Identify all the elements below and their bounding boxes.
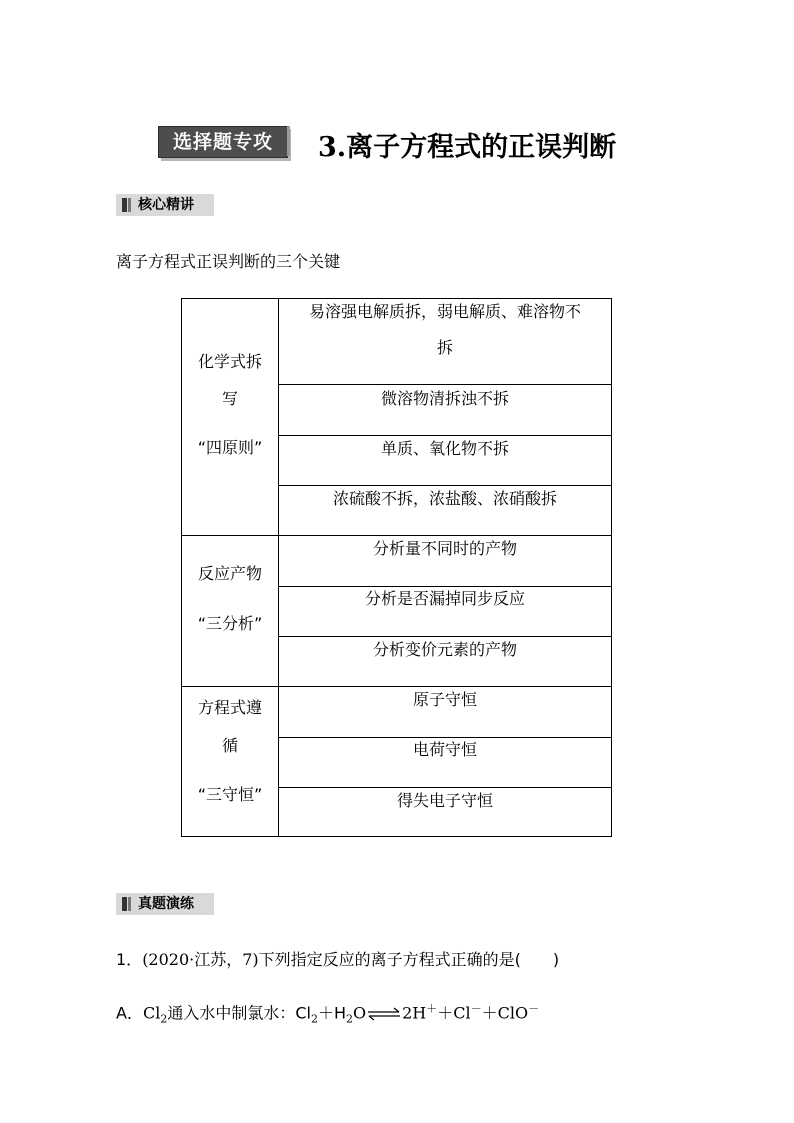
option-letter: A．: [116, 1003, 143, 1023]
group-label: “三分析”: [197, 614, 263, 633]
section-marker-icon: [122, 897, 127, 911]
formula-part: 通入水中制氯水：Cl: [167, 1003, 311, 1023]
question-source: (2020·江苏，7): [142, 950, 259, 969]
formula-sup: －: [470, 1002, 482, 1015]
formula-sub: 2: [160, 1012, 168, 1026]
formula-part: ＋ClO: [481, 1003, 529, 1023]
rule-cell: 浓硫酸不拆，浓盐酸、浓硝酸拆: [332, 489, 557, 508]
group-label: “三守恒”: [197, 785, 263, 804]
rule-cell: 微溶物清拆浊不拆: [380, 389, 509, 408]
rule-cell: 拆: [436, 338, 453, 357]
formula-part: Cl: [142, 1003, 161, 1023]
formula-sub: 2: [345, 1012, 353, 1026]
formula-sup: ＋: [426, 1002, 438, 1015]
section-marker-icon: [122, 198, 127, 212]
rule-cell: 分析量不同时的产物: [372, 539, 517, 558]
question-stem: [116, 948, 559, 972]
rule-cell: 原子守恒: [412, 690, 477, 709]
group-label: 写: [221, 389, 238, 408]
section-header-practice: [116, 893, 214, 915]
rule-cell: 分析是否漏掉同步反应: [364, 589, 525, 608]
section-marker-icon: [128, 198, 131, 212]
reversible-arrow-icon: [366, 1007, 402, 1021]
section-label: 核心精讲: [138, 197, 194, 213]
section-label: 真题演练: [138, 896, 194, 912]
rule-cell: 分析变价元素的产物: [372, 640, 517, 659]
formula-sup: －: [528, 1002, 540, 1015]
rules-table: [181, 298, 612, 837]
rule-cell: 单质、氧化物不拆: [380, 439, 509, 458]
badge-divider: [287, 126, 290, 156]
section-header-core: [116, 194, 214, 216]
lead-text: 离子方程式正误判断的三个关键: [116, 252, 341, 271]
rule-cell: 易溶强电解质拆，弱电解质、难溶物不: [308, 302, 581, 321]
group-label: 反应产物: [197, 564, 262, 583]
formula-part: ＋Cl: [437, 1003, 471, 1023]
rule-cell: 电荷守恒: [412, 740, 477, 759]
section-marker-icon: [128, 897, 131, 911]
formula-part: 2H: [402, 1003, 427, 1023]
rule-cell: 得失电子守恒: [396, 791, 493, 810]
question-number: 1．: [116, 950, 143, 969]
group-label: 化学式拆: [197, 352, 262, 371]
answer-blank: ): [520, 950, 560, 969]
formula-sub: 2: [310, 1012, 318, 1026]
page-title: 3.离子方程式的正误判断: [318, 132, 617, 163]
option-a: [116, 997, 539, 1032]
group-label: 循: [221, 736, 238, 755]
reversible-arrow-icon: [366, 1007, 402, 1021]
group-label: “四原则”: [197, 438, 263, 457]
group-label: 方程式遵: [197, 698, 262, 717]
question-text: 下列指定反应的离子方程式正确的是(: [258, 950, 521, 969]
topic-badge: 选择题专攻: [158, 126, 288, 158]
formula-part: ＋H: [317, 1003, 346, 1023]
formula-part: O: [352, 1003, 367, 1023]
